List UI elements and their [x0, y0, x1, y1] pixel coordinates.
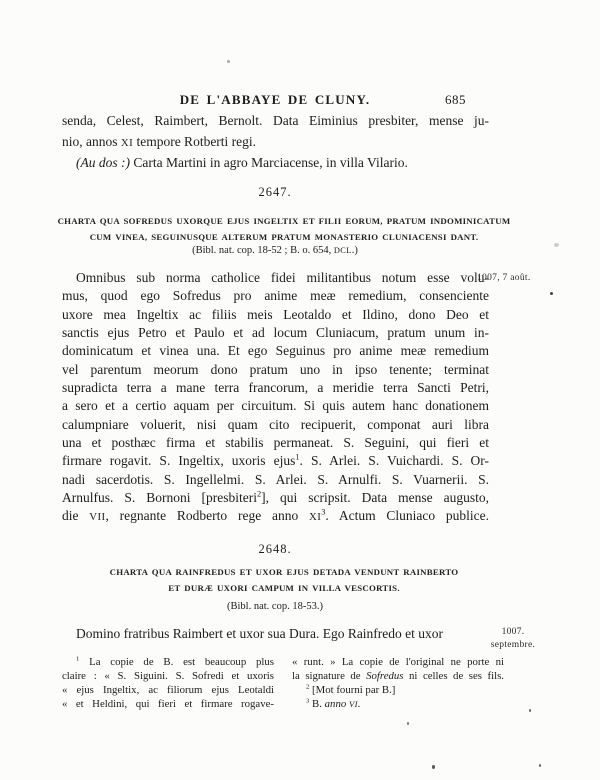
page-title: DE L'ABBAYE DE CLUNY.: [179, 92, 371, 107]
margin-note-date-2647: 1007, 7 août.: [477, 273, 531, 283]
text-line: a sero et a certio aquam per circuitum. Si quis autem hanc donationem: [62, 398, 489, 414]
text-line: vel parentum meorum dono pratum uno in ipso tenente; terminat: [62, 361, 489, 377]
footnote-left-column: [62, 655, 274, 711]
text-line: CHARTA QUA RAINFREDUS ET UXOR EJUS DETADA VENDUNT RAINBERTO: [109, 567, 459, 577]
text-line: firmare rogavit. S. Ingeltix, uxoris ejus$^1$. S. Arlei. S. Vuichardi. S. Or-: [62, 452, 489, 469]
page-number: 685: [445, 92, 466, 107]
text-line: calumpniare voluerit, nisi quam cito recipuerit, componat auri libra: [62, 416, 489, 432]
scan-speck: [550, 292, 553, 295]
text-line: (Au dos :) Carta Martini in agro Marciacense, in villa Vilario.: [76, 155, 408, 170]
intro-paragraph: [62, 111, 489, 174]
text-line: 1007.: [501, 627, 525, 637]
text-line: dominicatum et vinea una. Et ego Seguinus pro anime meæ remedium: [62, 343, 489, 359]
text-line: uxore mea Ingeltix ac filiis meis Leotaldo et Ildino, dono Deo et: [62, 306, 489, 322]
text-line: CUM VINEA, SEGUINUSQUE ALTERUM PRATUM MONASTERIO CLUNIACENSI DANT.: [89, 231, 479, 242]
text-line: una et posthæc firma et stabilis permaneat. S. Seguini, qui fieri et: [62, 435, 489, 451]
text-line: sanctis ejus Petro et Paulo et ad locum Cluniacum, pratum unum in-: [62, 325, 489, 341]
footnote-right-column: [292, 655, 504, 711]
text-line: senda, Celest, Raimbert, Bernolt. Data Eiminius presbiter, mense ju-: [62, 113, 489, 128]
text-line: claire : « S. Siguini. S. Sofredi et uxoris: [62, 670, 274, 682]
charter-2647-source: (Bibl. nat. cop. 18-52 ; B. o. 654, DCL.): [192, 245, 358, 256]
scan-speck: [539, 764, 541, 767]
scan-speck: [554, 243, 559, 247]
text-line: nadi sacerdotis. S. Ingellelmi. S. Arlei. S. Arnulfi. S. Vuarnerii. S.: [62, 471, 489, 487]
scan-speck: [432, 765, 435, 769]
charter-2648-source: (Bibl. nat. cop. 18-53.): [227, 601, 323, 612]
text-line: mus, quod ego Sofredus pro anime meæ remedium, consenciente: [62, 288, 489, 304]
charter-2647-number: 2647.: [258, 185, 292, 199]
text-line: Domino fratribus Raimbert et uxor sua Dura. Ego Rainfredo et uxor: [76, 626, 444, 641]
text-line: « ejus Ingeltix, ac filiorum ejus Leotaldi: [62, 684, 274, 696]
text-line: die VII, regnante Rodberto rege anno $XI^3$. Actum Cluniaco publice.: [62, 507, 489, 524]
text-line: $^2$ [Mot fourni par B.]: [306, 683, 396, 696]
text-line: « et Heldini, qui fieri et firmare rogave-: [62, 698, 274, 710]
scan-speck: [529, 709, 531, 712]
charter-2648-heading: [45, 565, 523, 596]
text-line: supradicta terra a mane terra francorum, a meridie terra Sancti Petri,: [62, 380, 489, 396]
text-line: « runt. » La copie de l'original ne porte ni: [292, 656, 504, 668]
text-line: septembre.: [490, 639, 536, 650]
charter-2647-heading: [45, 214, 523, 245]
charter-2647-body: [62, 269, 489, 527]
running-header: [62, 92, 488, 108]
text-line: ET DURÆ UXORI CAMPUM IN VILLA VESCORTIS.: [168, 582, 400, 593]
text-line: Arnulfus. S. Bornoni [presbiteri$^2$], qui scripsit. Data mense augusto,: [62, 489, 489, 506]
text-line: nio, annos XI tempore Rotberti regi.: [62, 133, 257, 149]
text-line: CHARTA QUA SOFREDUS UXORQUE EJUS INGELTIX ET FILII EORUM, PRATUM INDOMINICATUM: [57, 216, 511, 226]
text-line: $^1$ La copie de B. est beaucoup plus: [76, 655, 274, 668]
scan-speck: [407, 722, 409, 725]
charter-2648-number: 2648.: [258, 542, 292, 556]
scan-speck: [227, 60, 230, 63]
text-line: la signature de Sofredus ni celles de ses fils.: [292, 670, 504, 682]
text-line: $^3$ B. anno VI.: [306, 697, 361, 710]
text-line: Omnibus sub norma catholice fidei militantibus notum esse volu-: [76, 270, 489, 285]
margin-note-date-2648: [482, 626, 544, 651]
charter-2648-body: [62, 625, 492, 643]
